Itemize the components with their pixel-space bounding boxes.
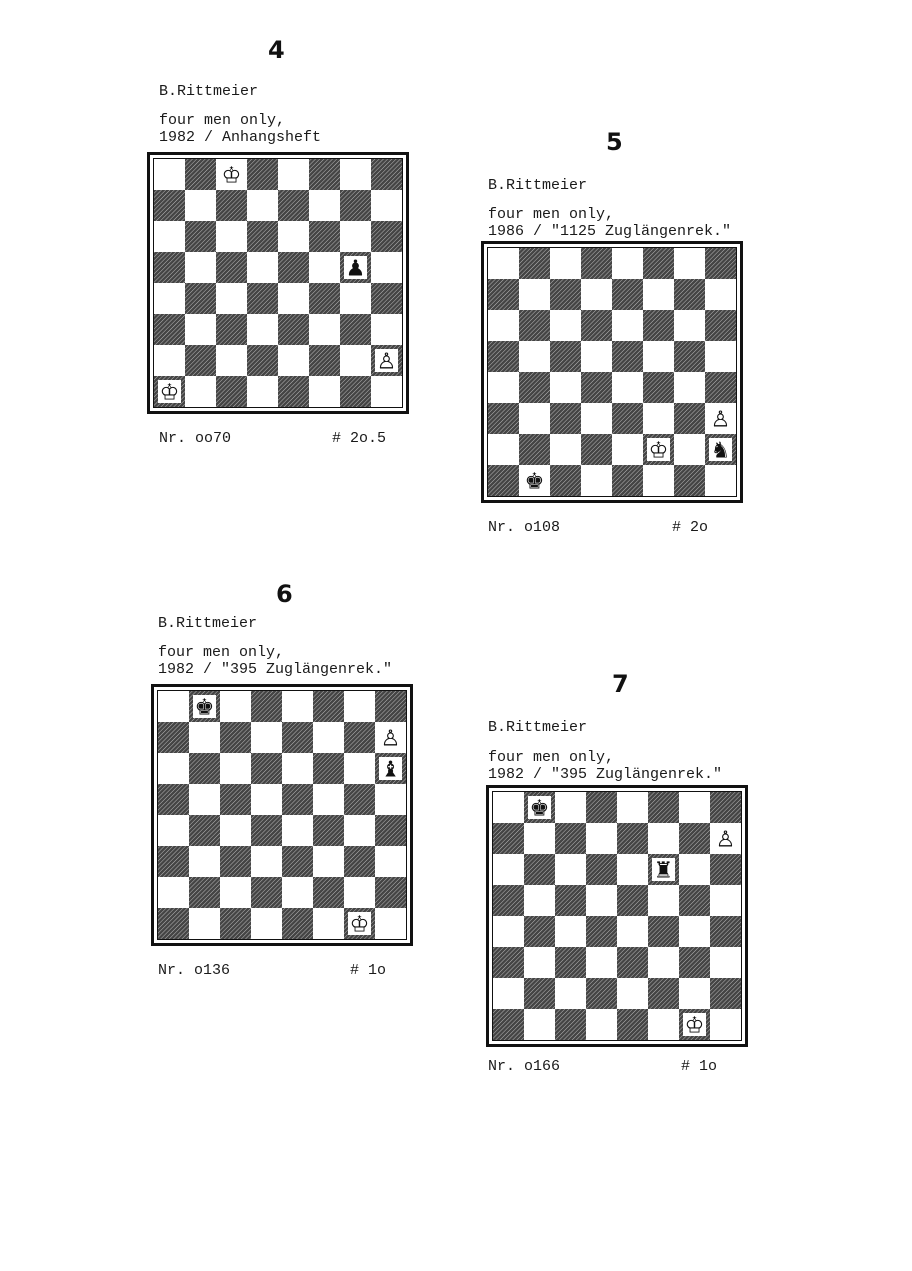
light-square (648, 885, 679, 916)
board-grid (158, 691, 406, 939)
dark-square (158, 722, 189, 753)
dark-square (519, 434, 550, 465)
light-square (247, 376, 278, 407)
dark-square (371, 283, 402, 314)
dark-square (519, 248, 550, 279)
dark-square (340, 314, 371, 345)
light-square (710, 947, 741, 978)
light-square (586, 1009, 617, 1040)
light-square (643, 279, 674, 310)
light-square (340, 221, 371, 252)
dark-square (371, 159, 402, 190)
dark-square (710, 854, 741, 885)
light-square (674, 310, 705, 341)
light-square (679, 854, 710, 885)
dark-square (371, 221, 402, 252)
light-square (581, 465, 612, 496)
dark-square (278, 252, 309, 283)
problem-author: B.Rittmeier (488, 719, 588, 736)
light-square (189, 908, 220, 939)
light-square (550, 372, 581, 403)
dark-square (158, 846, 189, 877)
light-square (488, 372, 519, 403)
light-square (612, 310, 643, 341)
dark-square (189, 753, 220, 784)
problem-source-line1: four men only, (159, 112, 286, 129)
problem-stipulation: # 1o (350, 962, 387, 979)
light-square (519, 403, 550, 434)
light-square (340, 283, 371, 314)
dark-square (519, 310, 550, 341)
light-square (674, 248, 705, 279)
light-square (581, 279, 612, 310)
dark-square (220, 846, 251, 877)
dark-square (705, 372, 736, 403)
dark-square (674, 465, 705, 496)
dark-square (550, 341, 581, 372)
light-square (158, 877, 189, 908)
black-bishop-icon: ♝ (380, 757, 401, 783)
dark-square (550, 465, 581, 496)
light-square (612, 434, 643, 465)
light-square (524, 1009, 555, 1040)
dark-square (247, 345, 278, 376)
light-square (612, 372, 643, 403)
dark-square (282, 722, 313, 753)
dark-square (674, 341, 705, 372)
dark-square (550, 403, 581, 434)
light-square (158, 815, 189, 846)
dark-square (309, 283, 340, 314)
light-square (524, 885, 555, 916)
dark-square (581, 310, 612, 341)
dark-square (185, 345, 216, 376)
light-square (309, 314, 340, 345)
dark-square (251, 691, 282, 722)
dark-square (550, 279, 581, 310)
problem-number: 6 (276, 580, 293, 608)
dark-square (344, 846, 375, 877)
light-square (648, 823, 679, 854)
light-square (185, 190, 216, 221)
light-square (705, 279, 736, 310)
dark-square (282, 784, 313, 815)
dark-square (216, 314, 247, 345)
dark-square (154, 314, 185, 345)
dark-square (158, 908, 189, 939)
light-square (612, 248, 643, 279)
light-square (493, 916, 524, 947)
light-square (581, 341, 612, 372)
dark-square (278, 376, 309, 407)
light-square (555, 978, 586, 1009)
white-pawn-icon: ♙ (715, 827, 736, 853)
dark-square (488, 465, 519, 496)
dark-square (309, 221, 340, 252)
light-square (344, 753, 375, 784)
dark-square (617, 947, 648, 978)
dark-square (493, 885, 524, 916)
dark-square (581, 248, 612, 279)
light-square (550, 310, 581, 341)
light-square (309, 376, 340, 407)
dark-square (710, 916, 741, 947)
dark-square (344, 722, 375, 753)
dark-square (493, 1009, 524, 1040)
light-square (705, 465, 736, 496)
light-square (216, 221, 247, 252)
dark-square (488, 403, 519, 434)
dark-square (220, 908, 251, 939)
dark-square (648, 792, 679, 823)
light-square (282, 815, 313, 846)
light-square (247, 252, 278, 283)
problem-source-line2: 1982 / "395 Zuglängenrek." (488, 766, 723, 783)
problem-stipulation: # 2o.5 (332, 430, 387, 447)
dark-square (189, 877, 220, 908)
light-square (278, 159, 309, 190)
dark-square (612, 279, 643, 310)
light-square (705, 341, 736, 372)
light-square (340, 345, 371, 376)
light-square (309, 252, 340, 283)
chess-board (486, 785, 748, 1047)
light-square (340, 159, 371, 190)
white-king-icon: ♔ (349, 912, 370, 938)
dark-square (247, 159, 278, 190)
dark-square (586, 978, 617, 1009)
black-king-icon: ♚ (524, 469, 545, 495)
problem-number: 5 (606, 128, 623, 156)
dark-square (493, 947, 524, 978)
dark-square (313, 691, 344, 722)
light-square (282, 691, 313, 722)
light-square (375, 908, 406, 939)
dark-square (340, 376, 371, 407)
light-square (313, 784, 344, 815)
light-square (555, 854, 586, 885)
dark-square (309, 159, 340, 190)
dark-square (586, 854, 617, 885)
dark-square (679, 823, 710, 854)
light-square (519, 279, 550, 310)
problem-nr: Nr. o108 (488, 519, 561, 536)
problem-author: B.Rittmeier (159, 83, 259, 100)
light-square (278, 345, 309, 376)
chess-board (147, 152, 409, 414)
dark-square (375, 691, 406, 722)
dark-square (313, 815, 344, 846)
dark-square (493, 823, 524, 854)
problem-stipulation: # 2o (672, 519, 709, 536)
light-square (247, 314, 278, 345)
light-square (220, 753, 251, 784)
black-king-icon: ♚ (529, 796, 550, 822)
chess-board (481, 241, 743, 503)
light-square (493, 854, 524, 885)
light-square (371, 252, 402, 283)
light-square (278, 221, 309, 252)
problem-source-line2: 1982 / Anhangsheft (159, 129, 322, 146)
light-square (488, 310, 519, 341)
dark-square (185, 221, 216, 252)
light-square (617, 978, 648, 1009)
light-square (524, 947, 555, 978)
dark-square (309, 345, 340, 376)
light-square (251, 784, 282, 815)
dark-square (674, 403, 705, 434)
light-square (216, 283, 247, 314)
light-square (586, 823, 617, 854)
dark-square (154, 190, 185, 221)
light-square (251, 908, 282, 939)
light-square (375, 784, 406, 815)
light-square (251, 722, 282, 753)
black-king-icon: ♚ (194, 695, 215, 721)
dark-square (612, 341, 643, 372)
dark-square (679, 947, 710, 978)
light-square (158, 691, 189, 722)
black-pawn-icon: ♟ (345, 256, 366, 282)
light-square (282, 753, 313, 784)
light-square (679, 978, 710, 1009)
white-pawn-icon: ♙ (376, 349, 397, 375)
white-king-icon: ♔ (221, 163, 242, 189)
light-square (371, 376, 402, 407)
problem-number: 4 (268, 36, 285, 64)
dark-square (488, 341, 519, 372)
light-square (524, 823, 555, 854)
light-square (282, 877, 313, 908)
light-square (189, 784, 220, 815)
light-square (154, 221, 185, 252)
dark-square (282, 846, 313, 877)
dark-square (251, 877, 282, 908)
dark-square (375, 877, 406, 908)
dark-square (278, 314, 309, 345)
dark-square (247, 221, 278, 252)
dark-square (705, 248, 736, 279)
dark-square (612, 465, 643, 496)
light-square (648, 947, 679, 978)
light-square (617, 916, 648, 947)
light-square (344, 691, 375, 722)
problem-source-line1: four men only, (488, 206, 615, 223)
light-square (158, 753, 189, 784)
dark-square (710, 978, 741, 1009)
dark-square (612, 403, 643, 434)
problem-source-line1: four men only, (488, 749, 615, 766)
light-square (313, 846, 344, 877)
dark-square (251, 753, 282, 784)
light-square (247, 190, 278, 221)
dark-square (519, 372, 550, 403)
light-square (375, 846, 406, 877)
light-square (679, 916, 710, 947)
light-square (586, 885, 617, 916)
light-square (154, 345, 185, 376)
problem-source-line2: 1986 / "1125 Zuglängenrek." (488, 223, 732, 240)
light-square (344, 877, 375, 908)
dark-square (154, 252, 185, 283)
dark-square (282, 908, 313, 939)
dark-square (375, 815, 406, 846)
dark-square (586, 792, 617, 823)
white-king-icon: ♔ (159, 380, 180, 406)
light-square (550, 248, 581, 279)
light-square (493, 792, 524, 823)
dark-square (189, 815, 220, 846)
light-square (555, 792, 586, 823)
problem-nr: Nr. oo70 (159, 430, 232, 447)
dark-square (340, 190, 371, 221)
dark-square (555, 823, 586, 854)
light-square (581, 403, 612, 434)
dark-square (488, 279, 519, 310)
dark-square (674, 279, 705, 310)
dark-square (555, 1009, 586, 1040)
light-square (710, 885, 741, 916)
dark-square (710, 792, 741, 823)
dark-square (643, 248, 674, 279)
problem-nr: Nr. o166 (488, 1058, 561, 1075)
light-square (493, 978, 524, 1009)
light-square (220, 877, 251, 908)
light-square (617, 792, 648, 823)
light-square (344, 815, 375, 846)
light-square (154, 159, 185, 190)
light-square (648, 1009, 679, 1040)
dark-square (313, 877, 344, 908)
black-knight-icon: ♞ (710, 438, 731, 464)
problem-author: B.Rittmeier (488, 177, 588, 194)
light-square (220, 815, 251, 846)
dark-square (216, 190, 247, 221)
dark-square (617, 823, 648, 854)
dark-square (216, 376, 247, 407)
light-square (216, 345, 247, 376)
light-square (519, 341, 550, 372)
light-square (189, 846, 220, 877)
problem-source-line2: 1982 / "395 Zuglängenrek." (158, 661, 393, 678)
dark-square (185, 159, 216, 190)
dark-square (220, 784, 251, 815)
black-rook-icon: ♜ (653, 858, 674, 884)
dark-square (524, 978, 555, 1009)
light-square (251, 846, 282, 877)
light-square (643, 341, 674, 372)
dark-square (643, 372, 674, 403)
light-square (710, 1009, 741, 1040)
dark-square (185, 283, 216, 314)
light-square (185, 252, 216, 283)
light-square (313, 722, 344, 753)
light-square (185, 314, 216, 345)
dark-square (216, 252, 247, 283)
light-square (189, 722, 220, 753)
light-square (617, 854, 648, 885)
light-square (371, 190, 402, 221)
dark-square (679, 885, 710, 916)
light-square (488, 248, 519, 279)
dark-square (251, 815, 282, 846)
dark-square (247, 283, 278, 314)
light-square (643, 465, 674, 496)
light-square (674, 372, 705, 403)
board-grid (154, 159, 402, 407)
dark-square (524, 916, 555, 947)
light-square (313, 908, 344, 939)
light-square (679, 792, 710, 823)
dark-square (313, 753, 344, 784)
light-square (555, 916, 586, 947)
problem-source-line1: four men only, (158, 644, 285, 661)
light-square (371, 314, 402, 345)
light-square (643, 403, 674, 434)
dark-square (524, 854, 555, 885)
problem-stipulation: # 1o (681, 1058, 718, 1075)
problem-nr: Nr. o136 (158, 962, 231, 979)
light-square (220, 691, 251, 722)
dark-square (705, 310, 736, 341)
white-king-icon: ♔ (648, 438, 669, 464)
light-square (586, 947, 617, 978)
dark-square (278, 190, 309, 221)
light-square (488, 434, 519, 465)
board-grid (493, 792, 741, 1040)
dark-square (648, 916, 679, 947)
dark-square (555, 885, 586, 916)
white-king-icon: ♔ (684, 1013, 705, 1039)
light-square (309, 190, 340, 221)
dark-square (617, 885, 648, 916)
dark-square (220, 722, 251, 753)
white-pawn-icon: ♙ (710, 407, 731, 433)
light-square (185, 376, 216, 407)
light-square (550, 434, 581, 465)
board-grid (488, 248, 736, 496)
light-square (154, 283, 185, 314)
dark-square (648, 978, 679, 1009)
problem-number: 7 (612, 670, 629, 698)
chess-board (151, 684, 413, 946)
dark-square (344, 784, 375, 815)
dark-square (643, 310, 674, 341)
white-pawn-icon: ♙ (380, 726, 401, 752)
problem-author: B.Rittmeier (158, 615, 258, 632)
dark-square (586, 916, 617, 947)
light-square (674, 434, 705, 465)
dark-square (581, 434, 612, 465)
light-square (278, 283, 309, 314)
dark-square (158, 784, 189, 815)
dark-square (617, 1009, 648, 1040)
dark-square (555, 947, 586, 978)
dark-square (581, 372, 612, 403)
